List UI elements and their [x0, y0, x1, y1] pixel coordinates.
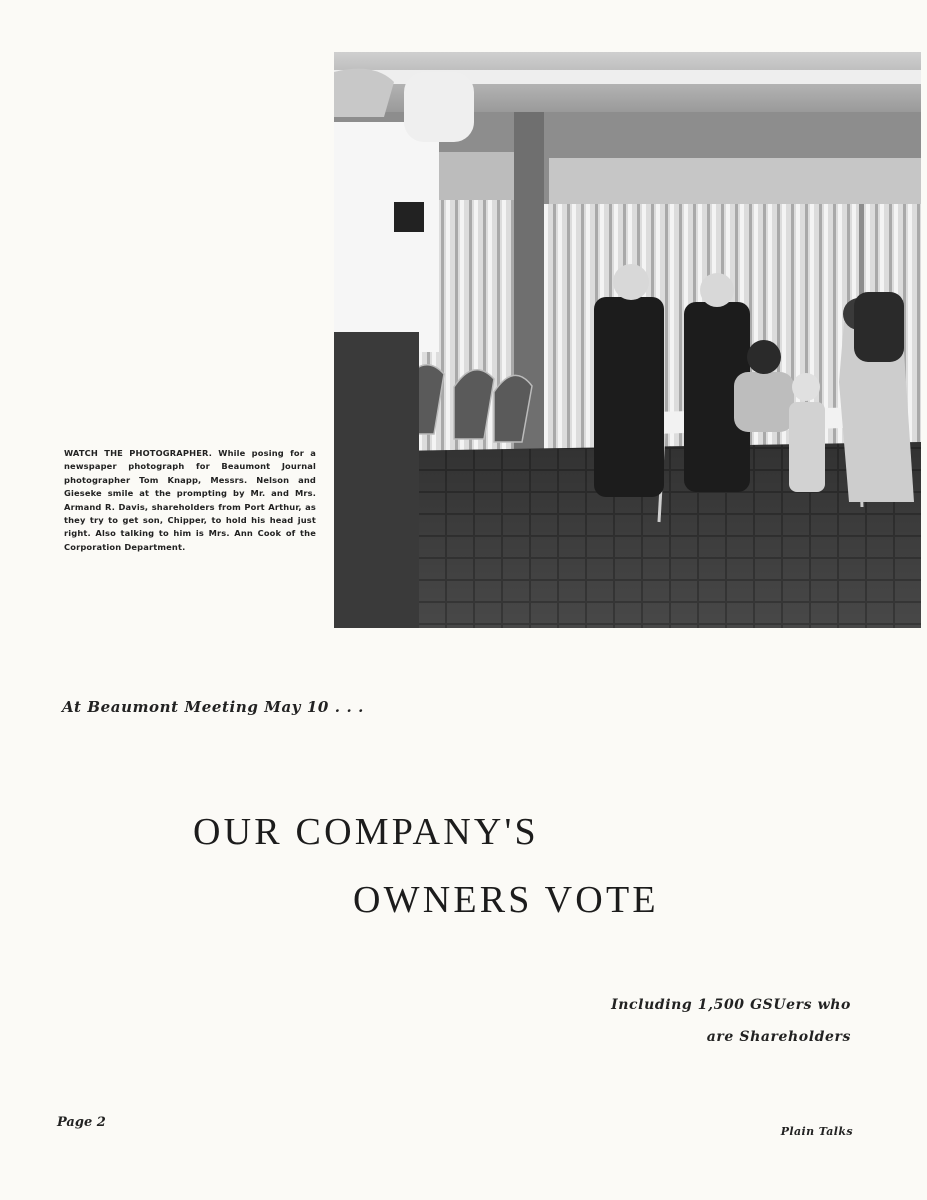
article-kicker: At Beaumont Meeting May 10 . . . — [62, 698, 364, 716]
page-number: Page 2 — [57, 1115, 106, 1130]
subhead-line-1: Including 1,500 GSUers who — [611, 997, 851, 1013]
caption-body: While posing for a newspaper photograph for Beaumont Journal photographer Tom Knapp, Messrs. Nelson and Gieseke smile at the prompting by Mr. and Mrs. Armand R. Davis, shareholders from Port Arthur, as they try to get son, Chipper, to hold his head just right. Also talking to him is Mrs. Ann Cook of the Corporation Department. — [64, 448, 316, 552]
headline-line-2: OWNERS VOTE — [353, 879, 659, 921]
photo-illustration — [334, 52, 921, 628]
caption-lead: WATCH THE PHOTOGRAPHER. — [64, 448, 219, 458]
subhead-line-2: are Shareholders — [706, 1029, 851, 1045]
photo-caption — [64, 447, 316, 554]
headline-line-1: OUR COMPANY'S — [193, 811, 539, 853]
publication-name: Plain Talks — [780, 1125, 853, 1138]
meeting-photograph — [334, 52, 921, 628]
